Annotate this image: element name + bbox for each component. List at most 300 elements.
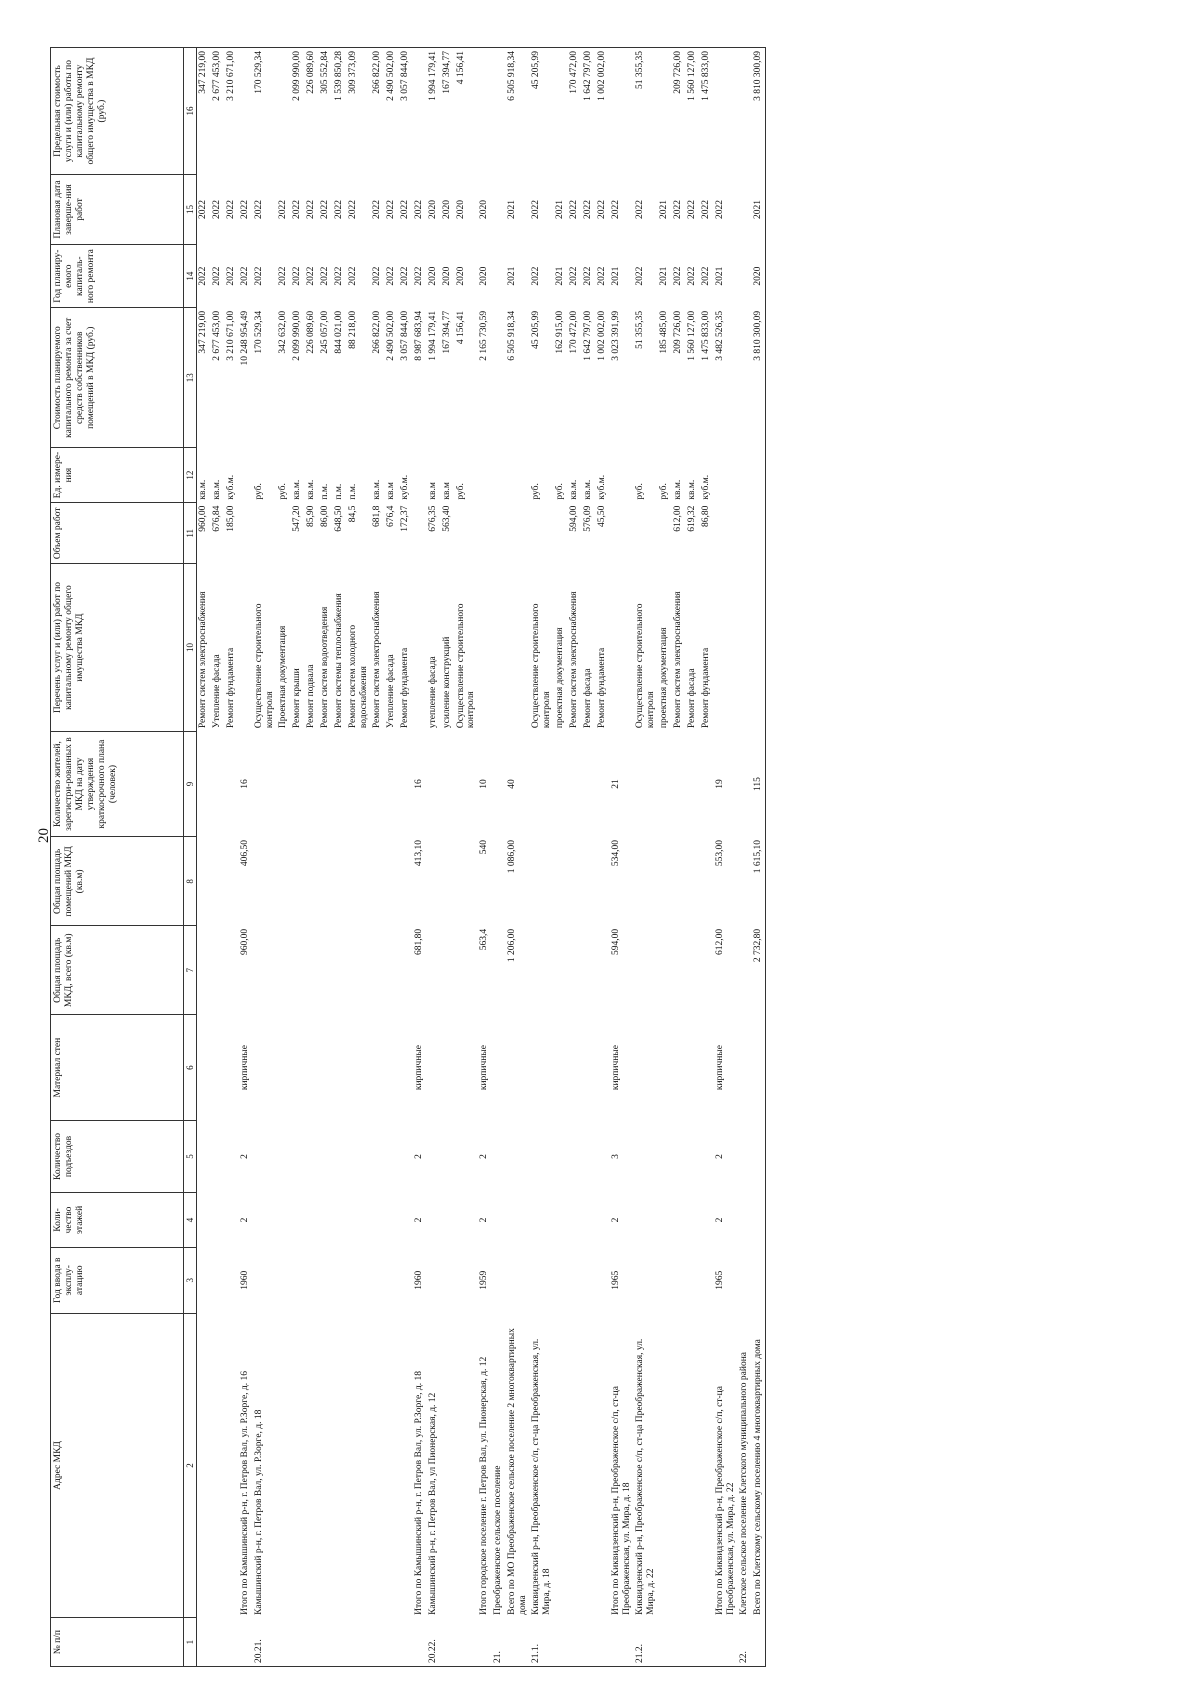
table-cell [225, 1618, 239, 1667]
column-number: 13 [184, 308, 197, 448]
column-header: Предельная стоимость услуги и (или) работы по капитальному ремонту общего имущества в МКД (руб.) [51, 48, 184, 175]
table-cell [385, 1247, 399, 1313]
table-cell: 960,00 [239, 928, 250, 955]
table-cell [672, 926, 686, 1015]
table-cell: 1965 [611, 1270, 622, 1290]
table-cell: 2022 [597, 200, 608, 220]
table-cell [492, 564, 506, 731]
table-row [211, 48, 225, 1667]
table-cell [582, 926, 596, 1015]
table-cell: 2022 [399, 266, 410, 286]
table-cell [686, 1247, 700, 1313]
table-cell: Всего по Клетскому сельскому поселению 4 многоквартирных дома [752, 1313, 766, 1618]
table-cell: 2022 [291, 266, 302, 286]
table-cell [530, 731, 554, 837]
table-cell: 2020 [441, 200, 452, 220]
table-cell: 21. [492, 1618, 506, 1667]
table-row [371, 48, 385, 1667]
table-cell: 547,20 [291, 505, 302, 532]
table-cell: кв.м. [211, 479, 222, 500]
table-cell [277, 48, 291, 175]
table-cell [582, 1247, 596, 1313]
table-cell [413, 448, 427, 503]
table-cell [658, 1313, 672, 1618]
table-row [291, 48, 305, 1667]
table-cell [239, 48, 253, 175]
table-cell [305, 926, 319, 1015]
table-cell [211, 837, 225, 926]
table-cell: Итого городское поселение г. Петров Вал, ул. Пионерская, д. 12 [479, 1356, 490, 1615]
table-cell [197, 1313, 211, 1618]
table-cell [197, 731, 211, 837]
table-cell [568, 1121, 582, 1193]
table-cell [319, 1192, 333, 1247]
table-cell [333, 1247, 347, 1313]
table-cell [506, 448, 530, 503]
table-cell [530, 926, 554, 1015]
table-row [530, 48, 554, 1667]
table-cell [371, 1015, 385, 1121]
table-cell [347, 1121, 371, 1193]
table-cell [427, 1192, 441, 1247]
table-cell: Ремонт системы теплоснабжения [333, 593, 344, 729]
table-cell [253, 926, 277, 1015]
table-cell [225, 926, 239, 1015]
table-cell: 167 394,77 [441, 48, 455, 175]
table-cell: 2020 [752, 244, 766, 307]
table-cell: 2020 [479, 266, 490, 286]
table-cell: 2022 [413, 266, 424, 286]
table-cell: 2020 [427, 266, 438, 286]
table-cell: Итого по Киквидзенский р-н, Преображенское с/п, ст-ца Преображенская, ул. Мира, д. 18 [611, 1386, 632, 1615]
table-cell [399, 1121, 413, 1193]
table-cell [492, 503, 506, 564]
table-cell: 226 089,60 [305, 48, 319, 175]
table-cell: п.м. [333, 483, 344, 500]
column-number: 1 [184, 1618, 197, 1667]
table-cell: 51 355,35 [634, 310, 645, 349]
table-cell: кв.м. [291, 479, 302, 500]
table-cell: 2 490 502,00 [385, 48, 399, 175]
table-cell: 305 552,84 [319, 48, 333, 175]
table-cell: 3 810 300,09 [752, 308, 766, 448]
table-cell [441, 926, 455, 1015]
table-cell: Киквидзенский р-н, Преображенское с/п, ст-ца Преображенская, ул. Мира, д. 22 [634, 1338, 656, 1615]
table-cell [427, 837, 441, 926]
table-cell [506, 1192, 530, 1247]
table-cell [568, 1015, 582, 1121]
table-row [634, 48, 658, 1667]
table-cell: 844 021,00 [333, 310, 344, 354]
table-row [197, 48, 211, 1667]
table-cell [658, 1618, 672, 1667]
table-cell: 2 099 990,00 [291, 48, 305, 175]
table-cell: кв.м. [672, 479, 683, 500]
table-cell [277, 1247, 291, 1313]
table-cell: 540 [479, 839, 490, 855]
table-cell: руб. [455, 483, 466, 500]
table-row [225, 48, 239, 1667]
table-row [596, 48, 610, 1667]
table-cell [634, 1015, 658, 1121]
table-cell [427, 926, 441, 1015]
table-row [658, 48, 672, 1667]
column-number: 5 [184, 1121, 197, 1193]
table-cell [333, 1618, 347, 1667]
table-cell: руб. [634, 483, 645, 500]
table-cell: Ремонт систем электроснабжения [569, 591, 580, 729]
table-cell [305, 837, 319, 926]
table-cell: 2022 [672, 266, 683, 286]
table-cell: 2022 [611, 200, 622, 220]
table-cell [738, 175, 752, 245]
table-cell: 2020 [427, 200, 438, 220]
table-cell [672, 1121, 686, 1193]
table-cell: 1 475 833,00 [700, 48, 714, 175]
table-cell: 2022 [198, 200, 209, 220]
table-cell [225, 1121, 239, 1193]
table-cell: п.м. [319, 483, 330, 500]
table-cell: 2022 [569, 200, 580, 220]
table-cell [441, 1015, 455, 1121]
column-header: Количество жителей, зарегистри-рованных в МКД на дату утверждения краткосрочного плана (человек) [51, 731, 184, 837]
table-cell: 2022 [583, 200, 594, 220]
table-cell [253, 503, 277, 564]
table-cell [530, 1247, 554, 1313]
table-cell [686, 926, 700, 1015]
table-cell: руб. [531, 483, 542, 500]
column-header: Коли-чество этажей [51, 1192, 184, 1247]
table-cell [568, 926, 582, 1015]
table-cell: 2022 [686, 200, 697, 220]
column-number: 3 [184, 1247, 197, 1313]
table-cell: 167 394,77 [441, 310, 452, 354]
table-cell: 209 726,00 [672, 48, 686, 175]
table-cell [253, 1015, 277, 1121]
table-cell: 1960 [239, 1270, 250, 1290]
table-cell [738, 731, 752, 837]
table-cell [347, 1247, 371, 1313]
table-cell: 6 505 918,34 [506, 48, 530, 175]
table-cell [672, 1015, 686, 1121]
table-cell: 676,4 [385, 505, 396, 527]
table-cell [333, 1121, 347, 1193]
table-cell [478, 564, 492, 731]
table-cell [610, 48, 634, 175]
table-cell [277, 731, 291, 837]
table-cell [347, 1618, 371, 1667]
table-cell: 3 210 671,00 [225, 48, 239, 175]
table-cell: Ремонт фундамента [700, 647, 711, 729]
header-row [51, 48, 184, 1667]
table-cell [492, 731, 506, 837]
table-cell: 2022 [672, 200, 683, 220]
table-cell [752, 1618, 766, 1667]
table-cell: 1 642 797,00 [582, 48, 596, 175]
table-cell: руб. [658, 483, 669, 500]
table-cell: 185 485,00 [658, 310, 669, 354]
table-cell [700, 1313, 714, 1618]
table-cell: кв.м [427, 482, 438, 500]
table-cell: 612,00 [714, 928, 725, 955]
table-cell: 2022 [211, 266, 222, 286]
table-cell: 2022 [319, 200, 330, 220]
table-row [610, 48, 634, 1667]
table-cell [347, 731, 371, 837]
table-row [319, 48, 333, 1667]
table-cell: 2022 [700, 200, 711, 220]
table-cell [239, 448, 253, 503]
table-cell: 2022 [239, 266, 250, 286]
table-cell: 2021 [714, 266, 725, 286]
table-cell: Ремонт фундамента [225, 647, 236, 729]
table-cell [291, 1192, 305, 1247]
table-cell [568, 1618, 582, 1667]
table-cell [610, 448, 634, 503]
table-cell: 2022 [291, 200, 302, 220]
table-cell: Утепление фасада [385, 654, 396, 729]
table-cell: 413,10 [413, 839, 424, 867]
table-cell: 4 156,41 [455, 48, 479, 175]
table-cell: усиление конструкций [441, 636, 452, 729]
table-cell: куб.м. [225, 474, 236, 500]
table-cell: 2020 [455, 200, 466, 220]
table-cell [319, 731, 333, 837]
table-cell [253, 837, 277, 926]
table-cell: 3 210 671,00 [225, 310, 236, 361]
table-cell [738, 48, 752, 175]
table-cell [634, 503, 658, 564]
table-cell [441, 1121, 455, 1193]
table-cell [455, 1618, 479, 1667]
table-cell: 170 472,00 [568, 48, 582, 175]
table-row [333, 48, 347, 1667]
table-row [239, 48, 253, 1667]
table-cell: Ремонт подвала [305, 664, 316, 729]
table-row [714, 48, 738, 1667]
table-cell: 2022 [714, 200, 725, 220]
table-cell [385, 1618, 399, 1667]
table-cell: Клетское сельское поселение Клетского муниципального района [738, 1351, 749, 1615]
table-cell [658, 48, 672, 175]
column-header: Год ввода в эксплу-атацию [51, 1247, 184, 1313]
table-cell: 594,00 [569, 505, 580, 532]
table-cell [492, 926, 506, 1015]
table-cell [686, 837, 700, 926]
table-cell [305, 1247, 319, 1313]
table-cell [752, 1121, 766, 1193]
table-cell: 209 726,00 [672, 310, 683, 354]
table-cell: 3 023 391,99 [611, 310, 622, 361]
table-cell [455, 1015, 479, 1121]
column-header: Год планиру-емого капиталь-ного ремонта [51, 244, 184, 307]
table-cell: 681,80 [413, 928, 424, 955]
table-cell: 2020 [455, 266, 466, 286]
table-cell [714, 448, 738, 503]
table-cell [413, 503, 427, 564]
table-cell: 2022 [385, 200, 396, 220]
table-cell: 676,35 [427, 505, 438, 532]
table-cell: 1 560 127,00 [686, 310, 697, 361]
table-cell [596, 1247, 610, 1313]
table-cell: 170 529,34 [253, 48, 277, 175]
table-cell: 2022 [583, 266, 594, 286]
table-cell [347, 837, 371, 926]
table-cell [752, 448, 766, 503]
table-cell [399, 1618, 413, 1667]
table-cell: 1 615,10 [752, 837, 766, 926]
table-cell [385, 1313, 399, 1618]
table-cell: 1 002 002,00 [596, 48, 610, 175]
table-cell: 2021 [658, 266, 669, 286]
table-cell: 1 560 127,00 [686, 48, 700, 175]
table-cell [700, 731, 714, 837]
table-cell: 115 [752, 731, 766, 837]
column-header: Плановая дата заверше-ния работ [51, 175, 184, 245]
column-number: 15 [184, 175, 197, 245]
table-cell: 1 086,00 [507, 839, 518, 874]
table-cell [582, 1192, 596, 1247]
table-cell [554, 1313, 568, 1618]
table-cell [738, 837, 752, 926]
table-cell: 10 248 954,49 [239, 310, 250, 366]
table-cell [738, 503, 752, 564]
table-cell [610, 503, 634, 564]
table-cell [291, 1618, 305, 1667]
table-cell: куб.м. [700, 474, 711, 500]
table-cell: 85,90 [305, 505, 316, 527]
table-cell [253, 1247, 277, 1313]
table-cell: 21 [611, 779, 622, 789]
table-cell [455, 1121, 479, 1193]
table-cell [582, 1313, 596, 1618]
table-cell: 21.2. [634, 1618, 658, 1667]
table-cell [455, 926, 479, 1015]
table-cell: 2 [413, 1154, 424, 1159]
table-cell [399, 1015, 413, 1121]
table-cell [197, 1618, 211, 1667]
table-cell [634, 926, 658, 1015]
table-cell: Камышинский р-н, г. Петров Вал, ул. Р.Зорге, д. 18 [253, 1409, 264, 1615]
table-cell: 1 642 797,00 [583, 310, 594, 361]
table-cell [530, 1121, 554, 1193]
table-cell: кв.м. [686, 479, 697, 500]
column-number: 2 [184, 1313, 197, 1618]
table-cell [441, 1618, 455, 1667]
table-cell: 162 915,00 [555, 310, 566, 354]
table-cell [333, 1192, 347, 1247]
table-cell: 2022 [253, 266, 264, 286]
table-cell: 3 810 300,09 [752, 48, 766, 175]
table-cell [319, 926, 333, 1015]
table-cell [672, 1313, 686, 1618]
table-cell [738, 1247, 752, 1313]
table-cell: 2 [479, 1217, 490, 1223]
table-cell [738, 926, 752, 1015]
table-cell [225, 837, 239, 926]
table-cell: 347 219,00 [197, 48, 211, 175]
column-number: 14 [184, 244, 197, 307]
table-cell: п.м. [347, 483, 358, 500]
table-cell: куб.м. [597, 474, 608, 500]
table-row [253, 48, 277, 1667]
table-cell: 45 205,99 [530, 48, 554, 175]
table-cell [239, 503, 253, 564]
table-row [277, 48, 291, 1667]
table-cell: 2022 [413, 200, 424, 220]
table-cell [686, 731, 700, 837]
table-cell [455, 1313, 479, 1618]
table-row [455, 48, 479, 1667]
capital-repair-table [50, 47, 766, 1667]
table-cell [568, 1192, 582, 1247]
table-cell: куб.м. [399, 474, 410, 500]
column-header: Общая площадь МКД, всего (кв.м) [51, 926, 184, 1015]
table-cell: 1 475 833,00 [700, 310, 711, 361]
table-cell [478, 1618, 492, 1667]
table-cell [291, 837, 305, 926]
table-cell: 2021 [507, 266, 518, 286]
table-cell: 16 [239, 779, 250, 789]
table-row [347, 48, 371, 1667]
table-cell [738, 1192, 752, 1247]
table-cell [530, 503, 554, 564]
table-cell [225, 1015, 239, 1121]
table-cell: Утепление фасада [211, 654, 222, 729]
table-cell [385, 731, 399, 837]
column-number: 10 [184, 564, 197, 731]
table-cell: 2 099 990,00 [291, 310, 302, 361]
table-cell: Ремонт фундамента [399, 647, 410, 729]
table-cell [427, 731, 441, 837]
table-cell [319, 1015, 333, 1121]
table-cell: 2 [714, 1154, 725, 1159]
table-cell [506, 564, 530, 731]
table-row [427, 48, 441, 1667]
table-cell [714, 1618, 738, 1667]
table-cell [700, 1618, 714, 1667]
table-cell [197, 926, 211, 1015]
table-cell [399, 1247, 413, 1313]
table-cell: 10 [479, 779, 490, 789]
table-cell: 8 987 683,94 [413, 310, 424, 361]
table-cell: 2 [714, 1217, 725, 1223]
table-cell [554, 1618, 568, 1667]
table-cell [582, 1015, 596, 1121]
table-cell: кв.м. [569, 479, 580, 500]
table-cell [658, 1015, 672, 1121]
table-cell: 2022 [277, 200, 288, 220]
table-cell [399, 1313, 413, 1618]
table-cell: 2 [239, 1154, 250, 1159]
table-cell: кв.м [385, 482, 396, 500]
table-cell [347, 1192, 371, 1247]
table-cell: 563,40 [441, 505, 452, 532]
table-cell [197, 1192, 211, 1247]
table-cell: руб. [555, 483, 566, 500]
table-cell [492, 1192, 506, 1247]
table-cell [700, 1247, 714, 1313]
table-cell [225, 1313, 239, 1618]
table-cell: 2021 [555, 266, 566, 286]
table-cell: Киквидзенский р-н, Преображенское с/п, ст-ца Преображенская, ул. Мира, д. 18 [531, 1338, 553, 1615]
table-cell: утепление фасада [427, 656, 438, 729]
table-cell: 4 156,41 [455, 310, 466, 345]
table-cell [211, 1015, 225, 1121]
table-cell [371, 926, 385, 1015]
table-cell [634, 731, 658, 837]
table-cell: кв.м [441, 482, 452, 500]
